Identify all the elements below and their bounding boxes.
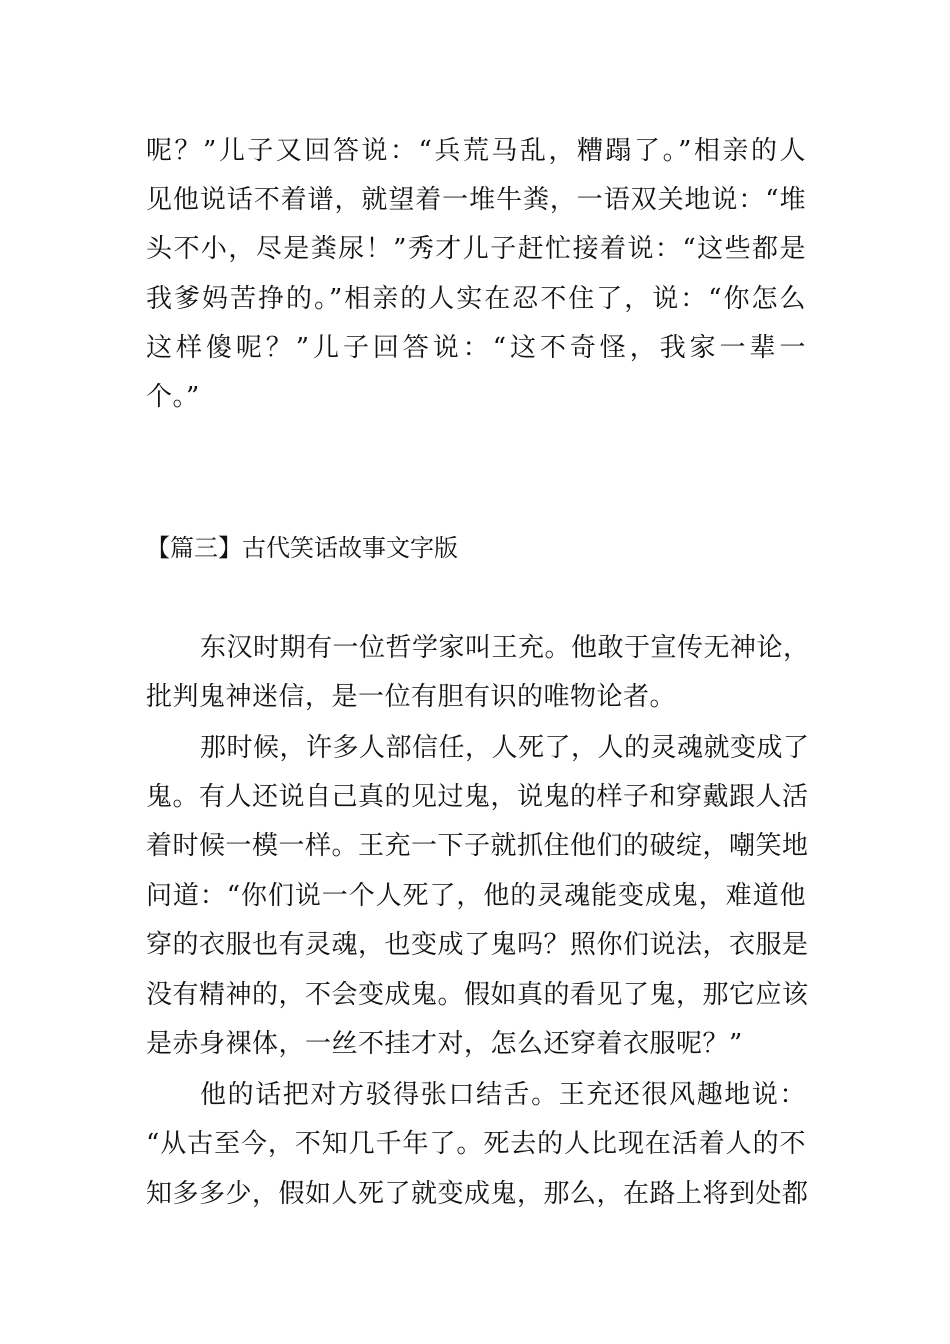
text-line: “从古至今，不知几千年了。死去的人比现在活着人的不 <box>146 1129 806 1159</box>
text-line: 批判鬼神迷信，是一位有胆有识的唯物论者。 <box>146 682 677 712</box>
text-line: 头不小，尽是粪尿！”秀才儿子赶忙接着说：“这些都是 <box>146 234 806 264</box>
text-line: 个。” <box>146 382 200 412</box>
text-line: 知多多少，假如人死了就变成鬼，那么，在路上将到处都 <box>146 1179 809 1209</box>
text-line: 那时候，许多人部信任，人死了，人的灵魂就变成了 <box>200 733 810 763</box>
text-line: 鬼。有人还说自己真的见过鬼，说鬼的样子和穿戴跟人活 <box>146 782 809 812</box>
text-line: 这样傻呢？”儿子回答说：“这不奇怪，我家一辈一 <box>146 333 806 363</box>
text-line: 我爹妈苦挣的。”相亲的人实在忍不住了，说：“你怎么 <box>146 284 806 314</box>
section-heading: 【篇三】古代笑话故事文字版 <box>146 534 458 562</box>
text-line: 呢？”儿子又回答说：“兵荒马乱，糟蹋了。”相亲的人 <box>146 136 806 166</box>
text-line: 穿的衣服也有灵魂，也变成了鬼吗？照你们说法，衣服是 <box>146 930 809 960</box>
text-line: 没有精神的，不会变成鬼。假如真的看见了鬼，那它应该 <box>146 980 809 1010</box>
text-line: 见他说话不着谱，就望着一堆牛粪，一语双关地说：“堆 <box>146 185 806 215</box>
text-line: 着时候一模一样。王充一下子就抓住他们的破绽，嘲笑地 <box>146 831 809 861</box>
text-line: 他的话把对方驳得张口结舌。王充还很风趣地说： <box>200 1080 806 1110</box>
text-line: 是赤身裸体，一丝不挂才对，怎么还穿着衣服呢？” <box>146 1029 743 1059</box>
text-line: 问道：“你们说一个人死了，他的灵魂能变成鬼，难道他 <box>146 881 806 911</box>
text-line: 东汉时期有一位哲学家叫王充。他敢于宣传无神论， <box>200 633 810 663</box>
